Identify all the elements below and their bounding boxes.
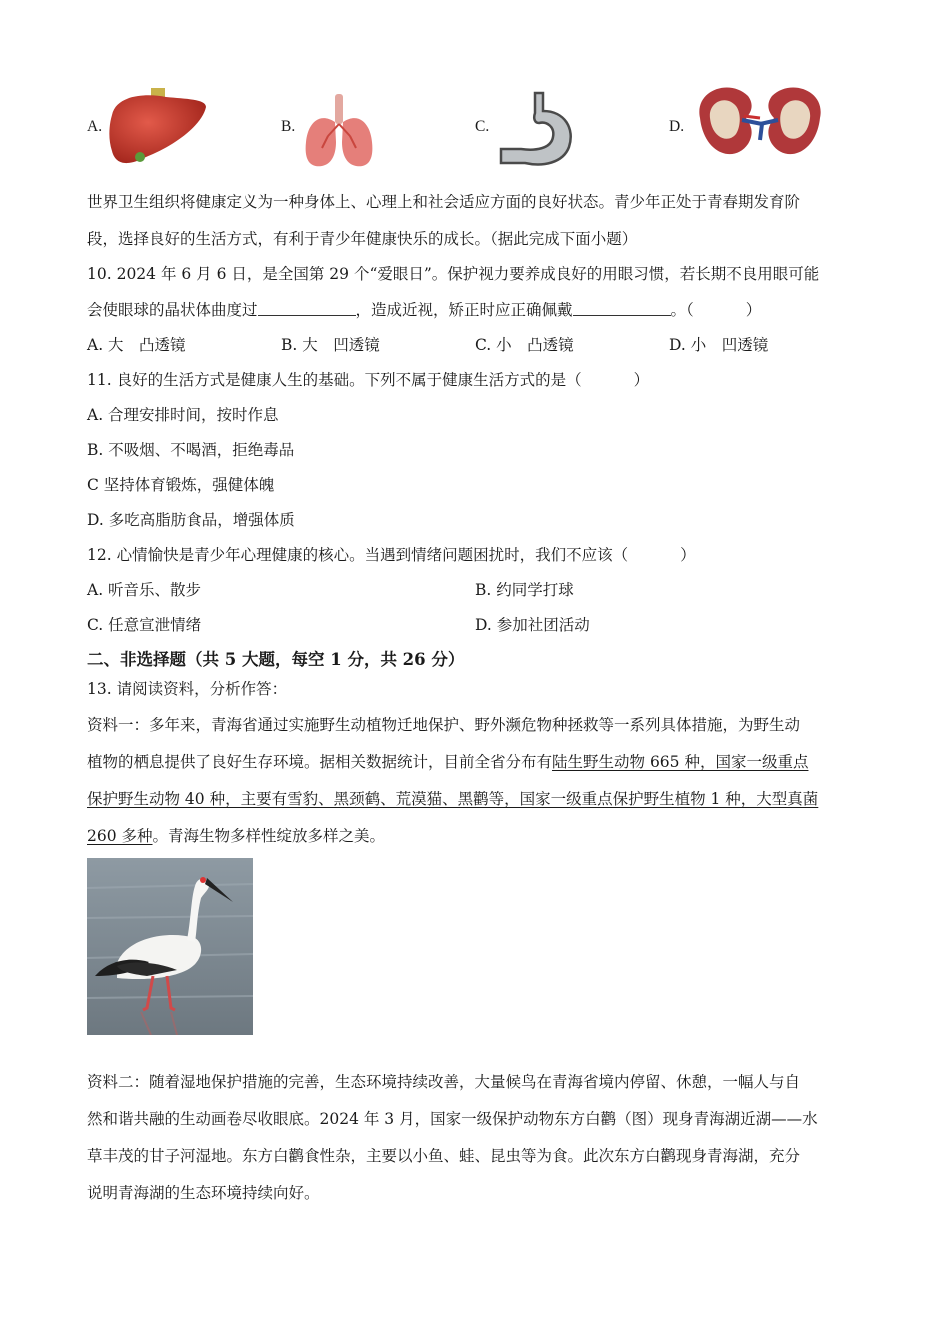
q11-option-c[interactable]: C 坚持体育锻炼，强健体魄 <box>87 476 275 494</box>
answer-blank-1[interactable] <box>258 301 356 316</box>
q10-stem-part-b: ，造成近视，矫正时应正确佩戴 <box>355 301 573 319</box>
kidneys-icon <box>690 78 830 168</box>
q11-stem <box>87 370 649 390</box>
answer-blank-2[interactable] <box>573 301 671 316</box>
option-d-label: D. <box>669 118 685 135</box>
q11-stem-end: ） <box>633 371 650 389</box>
q11-option-a[interactable]: A. 合理安排时间，按时作息 <box>87 406 279 424</box>
intro-line-1: 世界卫生组织将健康定义为一种身体上、心理上和社会适应方面的良好状态。青少年正处于青春期发育阶 <box>87 193 801 211</box>
q12-options-row-2 <box>0 615 950 635</box>
q10-option-a[interactable]: A. 大 凸透镜 <box>87 336 186 354</box>
q11-option-b[interactable]: B. 不吸烟、不喝酒，拒绝毒品 <box>87 441 295 459</box>
q10-option-d[interactable]: D. 小 凹透镜 <box>669 336 769 354</box>
q12-option-c[interactable]: C. 任意宣泄情绪 <box>87 616 202 634</box>
q10-stem-line-2 <box>87 300 761 320</box>
q10-options <box>0 335 950 355</box>
material-2-line-4: 说明青海湖的生态环境持续向好。 <box>87 1184 320 1202</box>
option-b-label: B. <box>281 118 296 135</box>
q12-stem-end: ） <box>680 546 696 564</box>
q12-option-b[interactable]: B. 约同学打球 <box>475 581 574 599</box>
material-1-line-2-plain: 植物的栖息提供了良好生存环境。据相关数据统计，目前全省分布有 <box>87 753 553 771</box>
q10-stem-part-a: 会使眼球的晶状体曲度过 <box>87 301 258 319</box>
lungs-icon <box>300 85 378 175</box>
q10-option-b[interactable]: B. 大 凹透镜 <box>281 336 380 354</box>
q12-option-d[interactable]: D. 参加社团活动 <box>475 616 590 634</box>
q12-option-a[interactable]: A. 听音乐、散步 <box>87 581 202 599</box>
material-1-line-2 <box>87 752 808 772</box>
intro-line-2: 段，选择良好的生活方式，有利于青少年健康快乐的成长。（据此完成下面小题） <box>87 230 638 248</box>
q11-option-d[interactable]: D. 多吃高脂肪食品，增强体质 <box>87 511 295 529</box>
q11-stem-text: 11. 良好的生活方式是健康人生的基础。下列不属于健康生活方式的是（ <box>87 371 582 389</box>
liver-icon <box>106 85 210 175</box>
material-1-line-4 <box>87 826 385 846</box>
material-1-line-3: 保护野生动物 40 种，主要有雪豹、黑颈鹤、荒漠猫、黑鹳等，国家一级重点保护野生植物 1 种，大型真菌 <box>87 790 819 808</box>
option-c-label: C. <box>475 118 490 135</box>
option-a-label: A. <box>87 118 103 135</box>
section-heading: 二、非选择题（共 5 大题，每空 1 分，共 26 分） <box>87 650 465 669</box>
stomach-icon <box>495 85 577 175</box>
material-2-line-2: 然和谐共融的生动画卷尽收眼底。2024 年 3 月，国家一级保护动物东方白鹳（图）现身青海湖近湖——水 <box>87 1110 818 1128</box>
q12-options-row-1 <box>0 580 950 600</box>
material-1-line-4-plain: 。青海生物多样性绽放多样之美。 <box>152 827 386 845</box>
material-1-underlined-1: 陆生野生动物 665 种，国家一级重点 <box>552 753 809 771</box>
q10-stem-line-1: 10. 2024 年 6 月 6 日，是全国第 29 个“爱眼日”。保护视力要养成良好的用眼习惯，若长期不良用眼可能 <box>87 265 820 283</box>
stork-photo <box>87 858 253 1035</box>
material-2-line-1: 资料二：随着湿地保护措施的完善，生态环境持续改善，大量候鸟在青海省境内停留、休憩，一幅人与自 <box>87 1073 801 1091</box>
q10-stem-part-d: ） <box>745 301 762 319</box>
material-1-underlined-3: 260 多种 <box>87 827 153 845</box>
material-1-line-1: 资料一：多年来，青海省通过实施野生动植物迁地保护、野外濒危物种拯救等一系列具体措施，为野生动 <box>87 716 801 734</box>
q13-stem: 13. 请阅读资料，分析作答： <box>87 680 288 698</box>
q10-stem-part-c: 。（ <box>670 301 694 319</box>
q12-stem-text: 12. 心情愉快是青少年心理健康的核心。当遇到情绪问题困扰时，我们不应该（ <box>87 546 629 564</box>
q12-stem <box>87 545 696 565</box>
q10-option-c[interactable]: C. 小 凸透镜 <box>475 336 574 354</box>
material-2-line-3: 草丰茂的甘子河湿地。东方白鹳食性杂，主要以小鱼、蛙、昆虫等为食。此次东方白鹳现身青海湖，充分 <box>87 1147 801 1165</box>
